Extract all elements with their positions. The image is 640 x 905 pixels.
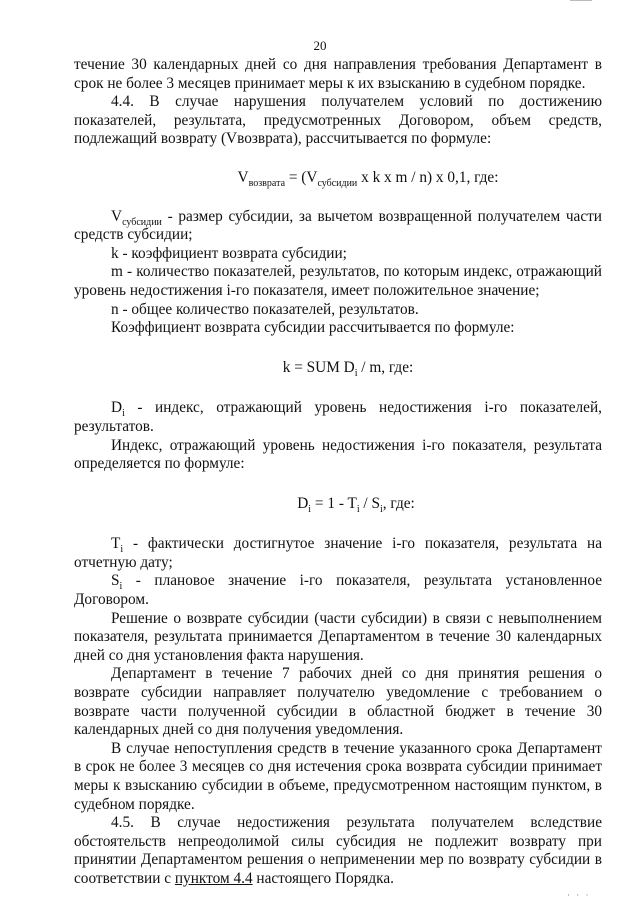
definition-m: m - количество показателей, результатов, по которым индекс, отражающий уровень недостижения i-го показателя, имеет положительное значение;	[74, 263, 602, 299]
scan-corner-mark-bottom: · · ·	[567, 890, 591, 900]
definition-d: $D_i$ - индекс, отражающий уровень недостижения i-го показателей, результатов.	[74, 399, 602, 435]
paragraph-4-5: 4.5. В случае недостижения результата получателем вследствие обстоятельств непреодолимой силы субсидия не подлежит возврату при принятии Департаментом решения о неприменении мер по возврату субсидии в соответствии с пунктом 4.4 настоящего Порядка.	[74, 814, 602, 887]
paragraph-decision: Решение о возврате субсидии (части субсидии) в связи с невыполнением показателя, результата принимается Департаментом в течение 30 календарных дней со дня установления факта нарушения.	[74, 609, 602, 664]
formula-index: $D_i = 1 - T_i / S_i$, где:	[297, 494, 415, 515]
paragraph-notification: Департамент в течение 7 рабочих дней со дня принятия решения о возврате субсидии направляет получателю уведомление с требованием о возврате части полученной субсидии в областной бюджет в течение 30 календарных дней со дня получения уведомления.	[74, 665, 602, 739]
scan-corner-mark	[570, 0, 592, 5]
formula-return-volume: $V_{возврата} = (V_{субсидии}$ x k x m / n) x 0,1, где:	[237, 168, 499, 190]
coefficient-intro: Коэффициент возврата субсидии рассчитывается по формуле:	[111, 319, 515, 337]
document-body	[74, 56, 602, 889]
link-point-4-4[interactable]: пунктом 4.4	[174, 869, 253, 887]
definition-n: n - общее количество показателей, результатов.	[111, 300, 419, 318]
index-intro: Индекс, отражающий уровень недостижения i-го показателя, результата определяется по формуле:	[74, 436, 602, 473]
paragraph-4-4: 4.4. В случае нарушения получателем условий по достижению показателей, результата, предусмотренных Договором, объем средств, подлежащий возврату (Vвозврата), рассчитывается по формуле:	[74, 93, 602, 148]
definition-t: $T_i$ - фактически достигнутое значение i-го показателя, результата на отчетную дату;	[74, 535, 602, 571]
definition-k: k - коэффициент возврата субсидии;	[111, 244, 347, 262]
definition-s: $S_i$ - плановое значение i-го показателя, результата установленное Договором.	[74, 572, 602, 609]
paragraph-non-receipt: В случае непоступления средств в течение указанного срока Департамент в срок не более 3 месяцев со дня истечения срока возврата субсидии принимает меры к взысканию субсидии в объеме, предусмотренном настоящим пунктом, в судебном порядке.	[74, 739, 602, 813]
page-number: 20	[313, 38, 327, 53]
formula-coefficient: k = SUM $D_i$ / m, где:	[282, 358, 414, 379]
paragraph-continuation: течение 30 календарных дней со дня направления требования Департамент в срок не более 3 месяцев принимает меры к их взысканию в судебном порядке.	[74, 56, 602, 92]
definition-v-subsidy: $V_{субсидии}$ - размер субсидии, за вычетом возвращенной получателем части средств субсидии;	[74, 207, 602, 244]
